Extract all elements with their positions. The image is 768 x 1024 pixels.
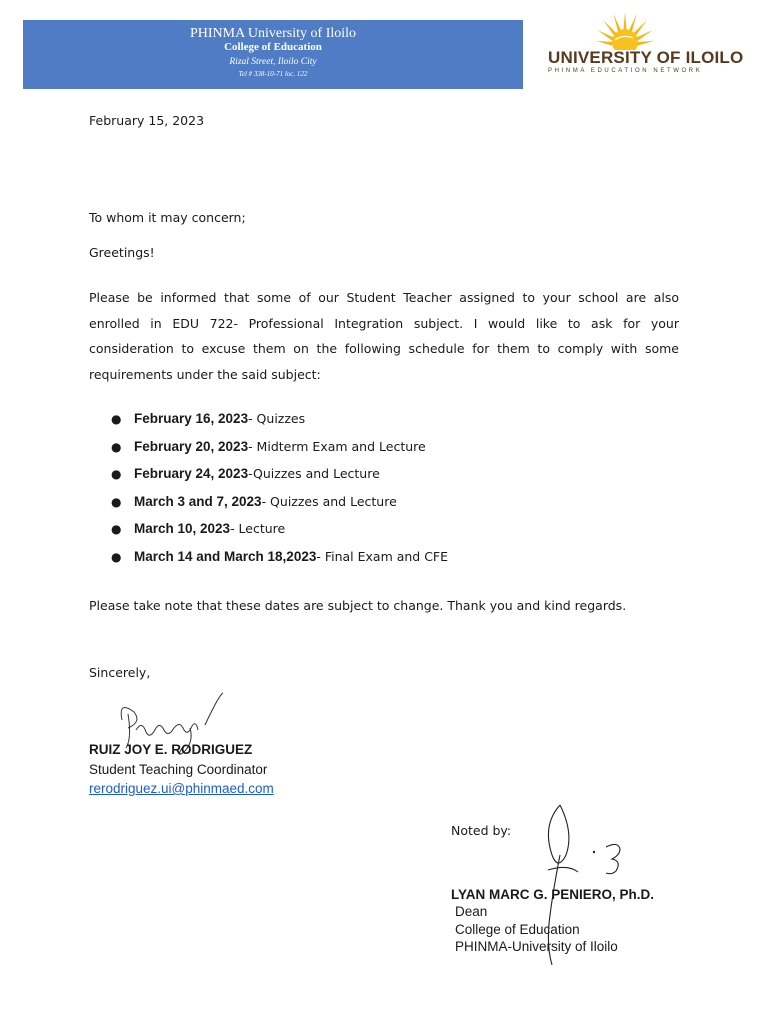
noted-name: LYAN MARC G. PENIERO, Ph.D. — [451, 887, 655, 902]
noted-institution: PHINMA-University of Iloilo — [455, 939, 618, 954]
body-paragraph: Please be informed that some of our Student Teacher assigned to your school are also enrolled in EDU 722- Professional Integration subject. I would like to ask for your consideration to excuse them on the following schedule for them to comply with some requirements under the said subject: — [89, 290, 679, 382]
letter-date: February 15, 2023 — [89, 113, 205, 128]
telephone: Tel # 338-10-71 loc. 122 — [238, 70, 308, 78]
signature-rodriguez — [110, 690, 240, 770]
salutation: To whom it may concern; — [89, 210, 246, 225]
noted-position: Dean — [455, 904, 488, 919]
signatory-email-link[interactable]: rerodriguez.ui@phinmaed.com — [89, 781, 274, 796]
closing-note: Please take note that these dates are subject to change. Thank you and kind regards. — [89, 598, 627, 613]
address: Rizal Street, Iloilo City — [229, 57, 317, 67]
university-name: PHINMA University of Iloilo — [189, 26, 357, 41]
schedule-list — [111, 406, 448, 571]
university-logo — [545, 10, 744, 82]
greeting: Greetings! — [89, 245, 155, 260]
list-item: ● February 16, 2023- Quizzes — [111, 411, 306, 426]
letterhead-banner — [23, 20, 523, 89]
noted-by-label: Noted by: — [451, 823, 512, 838]
logo-wordmark: UNIVERSITY OF ILOILO — [548, 48, 744, 67]
noted-college: College of Education — [455, 922, 580, 937]
list-item: ● March 14 and March 18,2023- Final Exam and CFE — [111, 548, 449, 564]
closing: Sincerely, — [89, 665, 151, 680]
signatory-position: Student Teaching Coordinator — [89, 762, 268, 777]
list-item: ● March 3 and 7, 2023- Quizzes and Lecture — [111, 493, 397, 509]
list-item: ● February 20, 2023- Midterm Exam and Lecture — [111, 438, 426, 454]
college-name: College of Education — [224, 41, 322, 53]
signatory-name: RUIZ JOY E. RODRIGUEZ — [89, 742, 253, 757]
sun-icon — [545, 10, 735, 50]
list-item: ● February 24, 2023-Quizzes and Lecture — [111, 466, 380, 481]
logo-tagline: PHINMA EDUCATION NETWORK — [548, 68, 703, 74]
list-item: ● March 10, 2023- Lecture — [111, 521, 286, 536]
